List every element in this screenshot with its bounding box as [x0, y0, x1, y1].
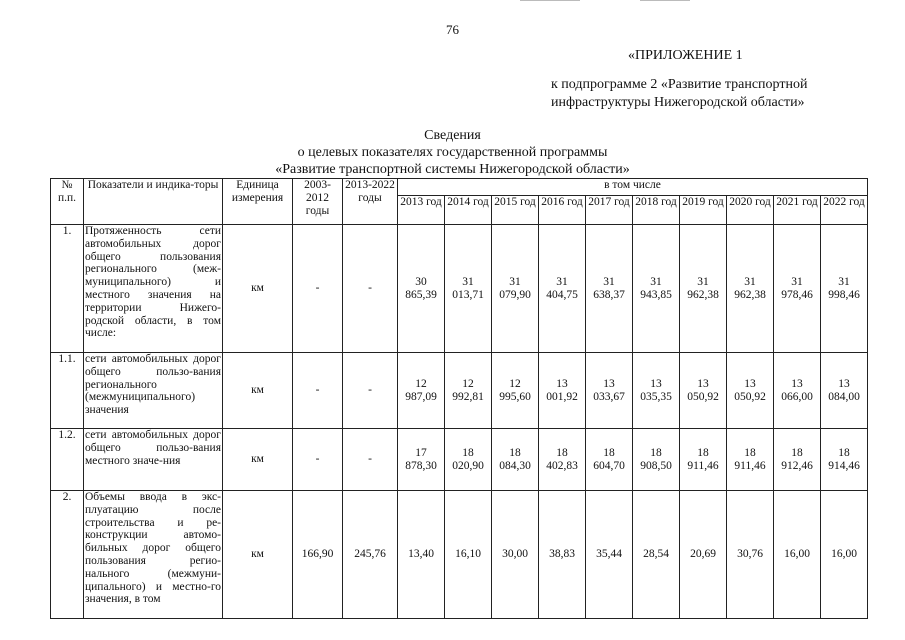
row-number: 1. — [51, 225, 84, 353]
subprogram-line-2: инфраструктуры Нижегородской области» — [551, 95, 805, 110]
year-value: 18 908,50 — [633, 429, 680, 491]
year-value: 13 001,92 — [539, 353, 586, 429]
year-value: 13 033,67 — [586, 353, 633, 429]
year-value: 18 912,46 — [774, 429, 821, 491]
subprogram-reference — [551, 76, 807, 112]
year-value: 16,10 — [445, 491, 492, 619]
header-including: в том числе — [398, 179, 868, 196]
header-year: 2022 год — [821, 196, 868, 225]
unit-cell: км — [223, 429, 293, 491]
header-period-2003-2012: 2003-2012 годы — [293, 179, 343, 225]
year-value: 31 013,71 — [445, 225, 492, 353]
year-value: 35,44 — [586, 491, 633, 619]
year-value: 31 638,37 — [586, 225, 633, 353]
year-value: 18 020,90 — [445, 429, 492, 491]
indicators-table — [50, 178, 868, 619]
unit-cell: км — [223, 491, 293, 619]
year-value: 18 911,46 — [727, 429, 774, 491]
year-value: 18 914,46 — [821, 429, 868, 491]
year-value: 20,69 — [680, 491, 727, 619]
indicator-name: сети автомобильных дорог общего пользо-вания местного значе-ния — [84, 429, 223, 491]
year-value: 18 604,70 — [586, 429, 633, 491]
period-2003-2012-value: - — [293, 225, 343, 353]
row-number: 1.1. — [51, 353, 84, 429]
table-row — [51, 429, 868, 491]
year-value: 13 084,00 — [821, 353, 868, 429]
row-number: 1.2. — [51, 429, 84, 491]
year-value: 13,40 — [398, 491, 445, 619]
year-value: 12 992,81 — [445, 353, 492, 429]
header-year: 2018 год — [633, 196, 680, 225]
year-value: 16,00 — [774, 491, 821, 619]
header-year: 2017 год — [586, 196, 633, 225]
year-value: 28,54 — [633, 491, 680, 619]
period-2003-2012-value: - — [293, 429, 343, 491]
page-number: 76 — [446, 22, 459, 37]
year-value: 12 995,60 — [492, 353, 539, 429]
year-value: 13 035,35 — [633, 353, 680, 429]
header-year: 2019 год — [680, 196, 727, 225]
period-2013-2022-value: - — [343, 353, 398, 429]
unit-cell: км — [223, 225, 293, 353]
year-value: 31 943,85 — [633, 225, 680, 353]
period-2013-2022-value: - — [343, 225, 398, 353]
year-value: 30 865,39 — [398, 225, 445, 353]
period-2013-2022-value: - — [343, 429, 398, 491]
header-year: 2015 год — [492, 196, 539, 225]
header-year: 2014 год — [445, 196, 492, 225]
indicator-name: сети автомобильных дорог общего пользо-вания регионального (межмуниципального) значения — [84, 353, 223, 429]
year-value: 13 050,92 — [680, 353, 727, 429]
row-number: 2. — [51, 491, 84, 619]
year-value: 16,00 — [821, 491, 868, 619]
header-unit: Единица измерения — [223, 179, 293, 225]
indicator-name: Протяженность сети автомобильных дорог общего пользования регионального (меж-муниципального) и местного значения на территории Нижего-родской области, в том числе: — [84, 225, 223, 353]
document-heading — [0, 127, 905, 178]
year-value: 12 987,09 — [398, 353, 445, 429]
appendix-title: «ПРИЛОЖЕНИЕ 1 — [628, 48, 743, 63]
subprogram-line-1: к подпрограмме 2 «Развитие транспортной — [551, 77, 808, 92]
heading-line-1: Сведения — [424, 128, 481, 143]
period-2003-2012-value: 166,90 — [293, 491, 343, 619]
heading-line-2: о целевых показателях государственной программы — [297, 145, 608, 160]
year-value: 31 962,38 — [727, 225, 774, 353]
period-2003-2012-value: - — [293, 353, 343, 429]
header-row-1 — [51, 179, 868, 196]
year-value: 31 962,38 — [680, 225, 727, 353]
table-row — [51, 225, 868, 353]
heading-line-3: «Развитие транспортной системы Нижегородской области» — [275, 162, 630, 177]
header-year: 2021 год — [774, 196, 821, 225]
year-value: 30,00 — [492, 491, 539, 619]
year-value: 17 878,30 — [398, 429, 445, 491]
year-value: 18 402,83 — [539, 429, 586, 491]
header-no: № п.п. — [51, 179, 84, 225]
scan-artifact-line — [520, 0, 580, 1]
year-value: 31 404,75 — [539, 225, 586, 353]
year-value: 38,83 — [539, 491, 586, 619]
year-value: 18 084,30 — [492, 429, 539, 491]
table-row — [51, 491, 868, 619]
year-value: 31 978,46 — [774, 225, 821, 353]
header-indicator: Показатели и индика-торы — [84, 179, 223, 225]
unit-cell: км — [223, 353, 293, 429]
year-value: 18 911,46 — [680, 429, 727, 491]
header-year: 2020 год — [727, 196, 774, 225]
indicator-name: Объемы ввода в экс-плуатацию после строительства и ре-конструкции автомо-бильных дорог общего пользования регио-нального (межмуни-ципального) и местно-го значения, в том — [84, 491, 223, 619]
header-year: 2013 год — [398, 196, 445, 225]
scan-artifact-line — [640, 0, 690, 1]
period-2013-2022-value: 245,76 — [343, 491, 398, 619]
header-year: 2016 год — [539, 196, 586, 225]
year-value: 13 050,92 — [727, 353, 774, 429]
header-period-2013-2022: 2013-2022 годы — [343, 179, 398, 225]
year-value: 31 998,46 — [821, 225, 868, 353]
year-value: 13 066,00 — [774, 353, 821, 429]
table-row — [51, 353, 868, 429]
year-value: 31 079,90 — [492, 225, 539, 353]
year-value: 30,76 — [727, 491, 774, 619]
